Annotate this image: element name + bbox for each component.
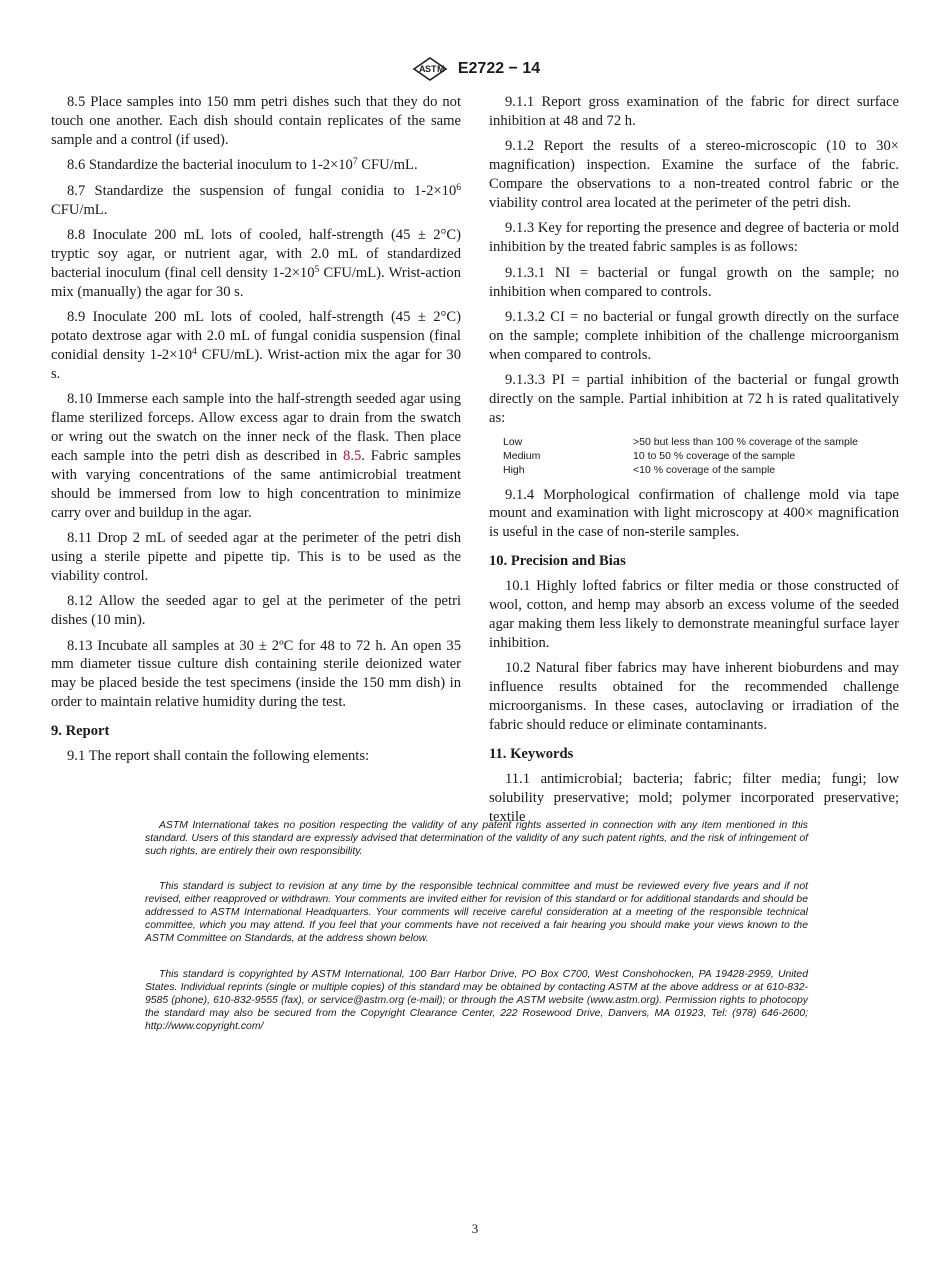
svg-text:S: S <box>424 64 431 74</box>
para-8-7: 8.7 Standardize the suspension of fungal conidia to $1-2\times 10^6$ CFU/mL. <box>51 182 461 218</box>
rating-level: High <box>503 463 525 476</box>
rating-level: Low <box>503 435 523 448</box>
table-row <box>503 463 858 477</box>
rating-level: Medium <box>503 449 541 462</box>
svg-text:T: T <box>430 64 437 74</box>
para-9-1-3: 9.1.3 Key for reporting the presence and degree of bacteria or mold inhibition by the treated fabric samples is as follows: <box>489 220 899 256</box>
para-8-11: 8.11 Drop 2 mL of seeded agar at the perimeter of the petri dish using a sterile pipette and pipette tip. This is to be used as the viability control. <box>51 530 461 584</box>
standard-designation: E2722 − 14 <box>457 60 541 77</box>
para-10-2: 10.2 Natural fiber fabrics may have inherent bioburdens and may influence results obtained for the recommended challenge microorganisms. In these cases, autoclaving or irradiation of the fabric should reduce or eliminate contaminants. <box>489 660 899 733</box>
heading-report: 9. Report <box>51 723 110 740</box>
para-8-12: 8.12 Allow the seeded agar to gel at the perimeter of the petri dishes (10 min). <box>51 593 461 629</box>
astm-logo-icon <box>410 55 450 83</box>
rating-desc: <10 % coverage of the sample <box>633 463 776 476</box>
para-8-13: 8.13 Incubate all samples at 30 ± 2ºC for 48 to 72 h. An open 35 mm diameter tissue culture dish containing sterile deionized water may be placed beside the test specimens (inside the 150 mm dish) in order to maintain relative humidity during the test. <box>51 637 461 711</box>
table-row <box>503 449 858 463</box>
para-8-8: 8.8 Inoculate 200 mL lots of cooled, half-strength (45 ± 2°C) tryptic soy agar, or nutrient agar, with 2.0 mL of standardized bacterial inoculum (final cell density $1-2\times 10^5$ CFU/mL). Wrist-action mix (manually) the agar for 30 s. <box>51 226 461 300</box>
para-8-6: 8.6 Standardize the bacterial inoculum to $1-2\times 10^7$ CFU/mL. <box>67 157 418 174</box>
para-8-9: 8.9 Inoculate 200 mL lots of cooled, half-strength (45 ± 2°C) potato dextrose agar with 2.0 mL of fungal conidia suspension (final conidial density $1-2\times 10^4$ CFU/mL). Wrist-action mix the agar for 30 s. <box>51 309 461 382</box>
para-9-1-3-1: 9.1.3.1 NI = bacterial or fungal growth on the sample; no inhibition when compared to controls. <box>489 264 899 300</box>
para-11-1: 11.1 antimicrobial; bacteria; fabric; filter media; fungi; low solubility preservative; mold; polymer incorporated preservative; textile <box>489 770 899 825</box>
page-header <box>0 55 950 83</box>
rating-desc: 10 to 50 % coverage of the sample <box>633 449 796 462</box>
para-9-1-2: 9.1.2 Report the results of a stereo-microscopic (10 to 30× magnification) inspection. Examine the surface of the fabric. Compare the observations to a non-treated control fabric or the viability control area located at the perimeter of the petri dish. <box>489 138 899 212</box>
para-9-1: 9.1 The report shall contain the following elements: <box>67 748 370 765</box>
para-9-1-1: 9.1.1 Report gross examination of the fabric for direct surface inhibition at 48 and 72 h. <box>489 94 899 129</box>
para-8-10: 8.10 Immerse each sample into the half-strength seeded agar using flame sterilized forceps. Allow excess agar to drain from the swatch or wring out the swatch on the inner neck of the flask. Then place each sample into the petri dish as described in 8.5. Fabric samples with varying concentrations of the same antimicrobial treatment should be immersed from low to high concentration to minimize carry over and buildup in the agar. <box>51 391 461 521</box>
para-8-5: 8.5 Place samples into 150 mm petri dishes such that they do not touch one another. Each dish should contain replicates of the same sample and a control (if used). <box>51 94 461 148</box>
para-9-1-3-3: 9.1.3.3 PI = partial inhibition of the bacterial or fungal growth directly on the sample. Partial inhibition at 72 h is rated qualitatively as: <box>489 372 899 427</box>
footer-copyright-notice: This standard is copyrighted by ASTM International, 100 Barr Harbor Drive, PO Box C700, West Conshohocken, PA 19428-2959, United States. Individual reprints (single or multiple copies) of this standard may be obtained by contacting ASTM at the above address or at 610-832-9585 (phone), 610-832-9555 (fax), or service@astm.org (e-mail); or through the ASTM website (www.astm.org). Permission rights to photocopy the standard may also be secured from the Copyright Clearance Center, 222 Rosewood Drive, Danvers, MA 01923, Tel: (978) 646-2600; http://www.copyright.com/ <box>145 969 808 1033</box>
footer-revision-notice: This standard is subject to revision at any time by the responsible technical committee and must be reviewed every five years and if not revised, either reapproved or withdrawn. Your comments are invited either for revision of this standard or for additional standards and should be addressed to ASTM International Headquarters. Your comments will receive careful consideration at a meeting of the responsible technical committee, which you may attend. If you feel that your comments have not received a fair hearing you should make your views known to the ASTM Committee on Standards, at the address shown below. <box>145 881 808 945</box>
rating-desc: >50 but less than 100 % coverage of the sample <box>633 435 859 448</box>
footer-patent-notice: ASTM International takes no position respecting the validity of any patent rights asserted in connection with any item mentioned in this standard. Users of this standard are expressly advised that determination of the validity of any such patent rights, and the risk of infringement of such rights, are entirely their own responsibility. <box>145 820 808 858</box>
para-9-1-3-2: 9.1.3.2 CI = no bacterial or fungal growth directly on the surface on the sample; complete inhibition of the challenge microorganism when compared to controls. <box>489 309 899 363</box>
svg-text:M: M <box>436 64 445 74</box>
left-column <box>51 93 461 773</box>
page-number: 3 <box>471 1221 479 1236</box>
inhibition-rating-table <box>503 435 858 477</box>
heading-keywords: 11. Keywords <box>489 745 574 762</box>
section-8-5-link[interactable]: 8.5 <box>343 447 362 464</box>
table-row <box>503 435 858 449</box>
right-column <box>489 93 899 833</box>
svg-text:A: A <box>418 64 426 74</box>
para-9-1-4: 9.1.4 Morphological confirmation of challenge mold via tape mount and examination with light microscopy at 400× magnification is useful in the case of non-sterile samples. <box>489 486 899 541</box>
para-10-1: 10.1 Highly lofted fabrics or filter media or those constructed of wool, cotton, and hemp may absorb an excess volume of the seeded agar making them less likely to demonstrate meaningful surface layer inhibition. <box>489 578 899 651</box>
heading-precision-bias: 10. Precision and Bias <box>489 553 626 570</box>
